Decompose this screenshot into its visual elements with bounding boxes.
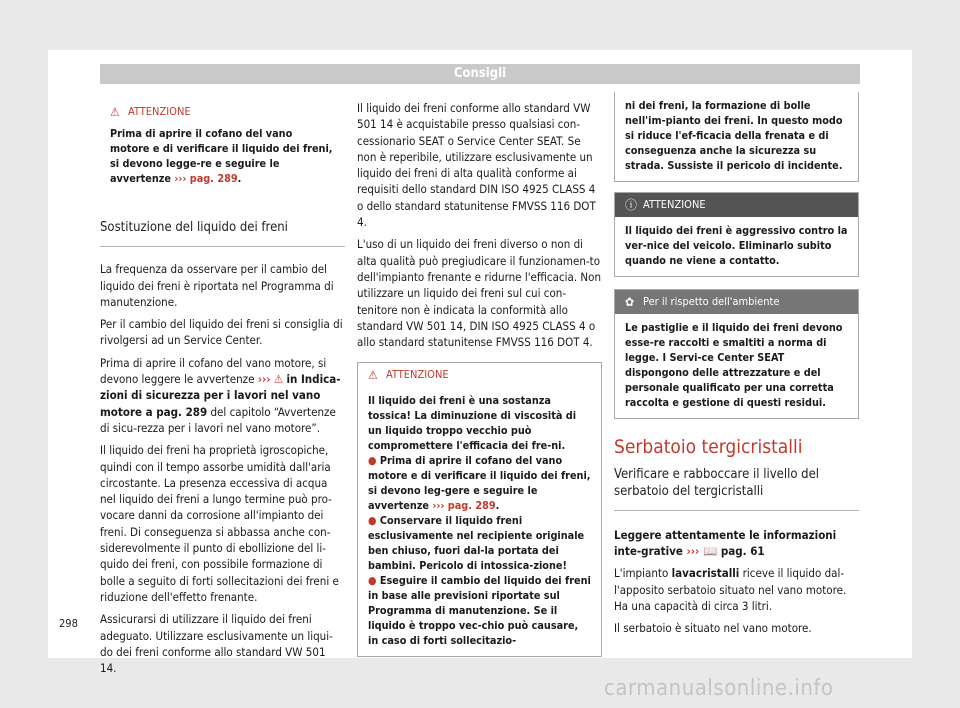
page-link[interactable]: pag. 289 [447,499,496,513]
paragraph: Il liquido dei freni conforme allo standard VW 501 14 è acquistabile presso qualsiasi con-cessionario SEAT o Service Center SEAT. Se non è reperibile, utilizzare esclusivamente un liquido dei freni di alta qualità conforme ai requisiti dello standard DIN ISO 4925 CLASS 4 o dello standard statunitense FMVSS 116 DOT 4. [357,101,596,230]
paragraph: Prima di aprire il cofano del vano motore, si devono leggere le avvertenze ››› ⚠ in Indica-zioni di sicurezza per i lavori nel vano motore a pag. 289 del capitolo “Avvertenze di sicu-rezza per i lavori nel vano motore”. [100,355,341,435]
info-circle-icon: ⓘ [625,198,638,212]
column-2 [357,100,602,657]
paragraph: L'impianto lavacristalli riceve il liquido dal-l'apposito serbatoio situato nel vano motore. Ha una capacità di circa 3 litri. [614,566,847,614]
page-link[interactable]: pag. 289 [189,172,238,185]
paragraph: Leggere attentamente le informazioni inte-grative ››› 📖 pag. 61 [614,527,837,559]
paragraph: Il serbatoio è situato nel vano motore. [614,621,812,636]
page-header: Consigli [100,64,860,84]
book-icon: 📖 [702,544,718,559]
warning-label: ATTENZIONE [386,368,449,382]
environment-icon: ✿ [625,295,635,309]
chapter-title: Serbatoio tergicristalli [614,436,803,458]
page-number: 298 [59,617,78,630]
warning-box-1: ⚠ ATTENZIONE Prima di aprire il cofano del vano motore e di verificare il liquido dei freni, si devono legge-re e seguire le avvertenze ››› pag. 289. [100,100,345,194]
warning-box-continued: ni dei freni, la formazione di bolle nell'im-pianto dei freni. In questo modo si riduce l'ef-ficacia della frenata e di conseguenza anche la sicurezza su strada. Sussiste il pericolo di incidente. [614,92,859,182]
section-title: Verificare e rabboccare il livello del serbatoio del tergicristalli [614,467,859,511]
paragraph: Il liquido dei freni ha proprietà igroscopiche, quindi con il tempo assorbe umidità dall'aria circostante. La presenza eccessiva di acqua nel liquido dei freni a lungo termine può pro-vocare danni da corrosione all'impianto dei freni. Di conseguenza si abbassa anche con-siderevolmente il punto di ebollizione del li-quido dei freni, con possibile formazione di bolle a seguito di forti sollecitazioni dei freni e riduzione dell'effetto frenante. [100,443,339,604]
warning-box-2: ⚠ ATTENZIONE Il liquido dei freni è una sostanza tossica! La diminuzione di viscosità di un liquido troppo vecchio può compromettere l'efficacia dei fre-ni. ● Prima di aprire il cofano del vano motore e di verificare il liquido dei freni, si devono leg-gere e seguire le avvertenze ››› pag. 289. ● Conservare il liquido freni esclusivamente nel recipiente originale ben chiuso, fuori dal-la portata dei bambini. Pericolo di intossica-zione! ● Eseguire il cambio del liquido dei freni in base alle previsioni riportate sul Programma di manutenzione. Se il liquido è troppo vec-chio può causare, in caso di forti sollecitazio- [357,362,602,657]
ref-arrows: ››› [257,372,271,387]
page-link[interactable]: in Indica-zioni di sicurezza per i lavori nel vano motore a pag. 289 [100,372,341,419]
paragraph: Assicurarsi di utilizzare il liquido dei freni adeguato. Utilizzare esclusivamente un liqui-do dei freni conforme allo standard VW 501 14. [100,612,333,676]
paragraph: L'uso di un liquido dei freni diverso o non di alta qualità può pregiudicare il funzionamen-to dell'impianto frenante e ridurne l'efficacia. Non utilizzare un liquido dei freni sul cui con-tenitore non è indicata la conformità allo standard VW 501 14, DIN ISO 4925 CLASS 4 o allo standard statunitense FMVSS 116 DOT 4. [357,237,602,350]
environment-box: ✿ Per il rispetto dell'ambiente Le pastiglie e il liquido dei freni devono esse-re raccolti e smaltiti a norma di legge. I Servi-ce Center SEAT dispongono delle attrezzature e del personale qualificato per una corretta raccolta e gestione di questi residui. [614,289,859,419]
paragraph: Per il cambio del liquido dei freni si consiglia di rivolgersi ad un Service Center. [100,317,343,348]
caution-box: ⓘ ATTENZIONE Il liquido dei freni è aggressivo contro la ver-nice del veicolo. Eliminarlo subito quando ne viene a contatto. [614,192,859,277]
section-title: Sostituzione del liquido dei freni [100,220,345,247]
watermark: carmanualsonline.info [604,676,834,701]
column-3 [614,92,859,643]
warning-triangle-icon: ⚠ [110,105,120,119]
page-link[interactable]: pag. 61 [720,544,765,559]
caution-label: ATTENZIONE [643,198,706,211]
warning-triangle-icon: ⚠ [368,368,378,383]
warning-text: Prima di aprire il cofano del vano motore e di verificare il liquido dei freni, si devono legge-re e seguire le avvertenze [110,127,333,185]
environment-label: Per il rispetto dell'ambiente [643,295,780,308]
ref-arrows: ››› [174,172,187,185]
warning-triangle-icon: ⚠ [273,372,284,387]
column-1 [100,100,345,682]
warning-label: ATTENZIONE [128,105,191,118]
paragraph: La frequenza da osservare per il cambio del liquido dei freni è riportata nel Programma di manutenzione. [100,262,334,309]
